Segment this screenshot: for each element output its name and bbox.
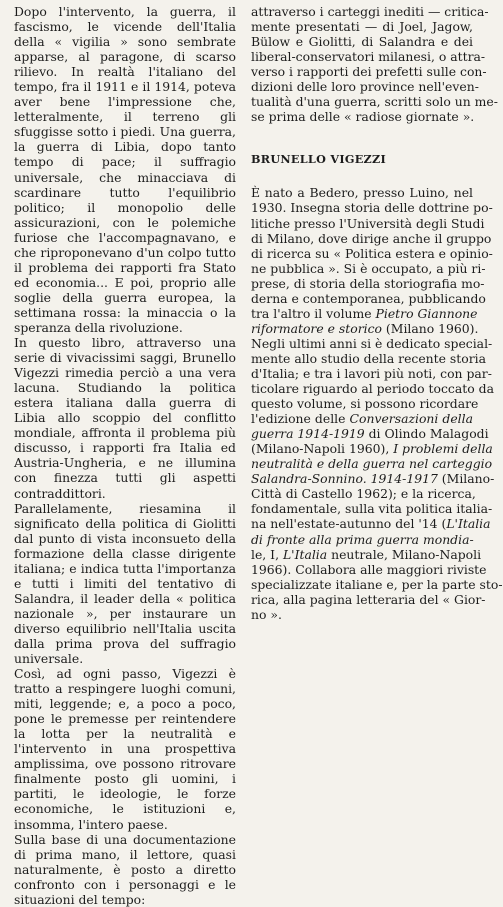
- text-line: attraverso i carteggi inediti — critica-: [251, 4, 489, 19]
- bio-line: ne pubblica ». Si è occupato, a più ri-: [251, 260, 486, 276]
- bio-line: litiche presso l'Università degli Studi: [251, 215, 485, 231]
- bio-line: neutralità e della guerra nel carteggio: [251, 456, 493, 472]
- bio-line: di ricerca su « Politica estera e opinio-: [251, 245, 493, 261]
- text-line: mente presentati — di Joel, Jagow,: [251, 19, 473, 35]
- text-line: liberal-conservatori milanesi, o attra-: [251, 49, 486, 65]
- text-line: se prima delle « radiose giornate ».: [251, 109, 475, 125]
- bio-line: 1966). Collabora alle maggiori riviste: [251, 561, 487, 577]
- bio-line: le, I, L'Italia neutrale, Milano-Napoli: [251, 546, 482, 562]
- text-line: verso i rapporti dei prefetti sulle con-: [251, 64, 487, 80]
- right-column: [251, 4, 503, 622]
- bio-line: no ».: [251, 606, 282, 622]
- perspective-paragraph: Così, ad ogni passo, Vigezzi è tratto a respingere luoghi comuni, miti, leggende; e, a poco a poco, pone le premesse per reintendere la lotta per la neutralità e l'intervento in una prospettiva amplissima, ove possono ritrovare finalmente posto gli uomini, i partiti, le ideologie, le forze economiche, le istituzioni e, insomma, l'intero paese.: [14, 666, 236, 832]
- bio-line: di Milano, dove dirige anche il gruppo: [251, 230, 492, 246]
- bio-line: rica, alla pagina letteraria del « Gior-: [251, 591, 486, 607]
- bio-line: tra l'altro il volume Pietro Giannone: [251, 305, 478, 321]
- bio-line: specializzate italiane e, per la parte sto-: [251, 576, 503, 592]
- bio-line: Salandra-Sonnino. 1914-1917 (Milano-: [251, 471, 495, 487]
- bio-line: (Milano-Napoli 1960), I problemi della: [251, 441, 493, 457]
- documentation-paragraph: Sulla base di una documentazione di prima mano, il lettore, quasi naturalmente, è posto a diretto confronto con i personaggi e le situazioni del tempo:: [14, 831, 236, 907]
- left-column: [14, 4, 236, 907]
- book-summary-paragraph: In questo libro, attraverso una serie di vivacissimi saggi, Brunello Vigezzi rimedia perciò a una vera lacuna. Studiando la politica estera italiana dalla guerra di Libia allo scoppio del conflitto mondiale, affronta il problema più discusso, i rapporti fra Italia ed Austria-Ungheria, e ne illumina con finezza tutti gli aspetti contraddittori.: [14, 335, 236, 501]
- intro-paragraph: Dopo l'intervento, la guerra, il fascismo, le vicende dell'Italia della « vigilia » sono sembrate apparse, al paragone, di scarso rilievo. In realtà l'italiano del tempo, fra il 1911 e il 1914, poteva aver bene l'impressione che, letteralmente, il terreno gli sfuggisse sotto i piedi. Una guerra, la guerra di Libia, dopo tanto tempo di pace; il suffragio universale, che minacciava di scardinare tutto l'equilibrio politico; il monopolio delle assicurazioni, con le polemiche furiose che l'accompagnavano, e che riproponevano d'un colpo tutto il problema dei rapporti fra Stato ed economia... E poi, proprio alle soglie della guerra europea, la settimana rossa: la minaccia o la speranza della rivoluzione.: [14, 4, 236, 335]
- continued-text: [251, 4, 498, 125]
- bio-line: na nell'estate-autunno del '14 (L'Italia: [251, 516, 491, 532]
- bio-line: questo volume, si possono ricordare: [251, 396, 479, 412]
- text-line: dizioni delle loro province nell'even-: [251, 79, 479, 95]
- bio-line: riformatore e storico (Milano 1960).: [251, 320, 479, 336]
- author-biography: [251, 185, 503, 622]
- author-heading: BRUNELLO VIGEZZI: [251, 152, 386, 167]
- bio-line: È nato a Bedero, presso Luino, nel: [251, 185, 473, 201]
- bio-line: Negli ultimi anni si è dedicato special-: [251, 335, 493, 351]
- bio-line: guerra 1914-1919 di Olindo Malagodi: [251, 426, 489, 442]
- bio-line: fondamentale, sulla vita politica italia-: [251, 501, 493, 517]
- bio-line: ticolare riguardo al periodo toccato da: [251, 381, 494, 397]
- bio-line: Città di Castello 1962); e la ricerca,: [251, 486, 476, 502]
- text-line: Bülow e Giolitti, di Salandra e dei: [251, 34, 473, 50]
- bio-line: d'Italia; e tra i lavori più noti, con par-: [251, 365, 492, 381]
- bio-line: di fronte alla prima guerra mondia-: [251, 531, 474, 547]
- giolitti-salandra-paragraph: Parallelamente, riesamina il significato della politica di Giolitti dal punto di vista inconsueto della formazione della classe dirigente italiana; e indica tutta l'importanza e tutti i limiti del tentativo di Salandra, il leader della « politica nazionale », per instaurare un diverso equilibrio nell'Italia uscita dalla prima prova del suffragio universale.: [14, 500, 236, 667]
- bio-line: derna e contemporanea, pubblicando: [251, 290, 486, 306]
- bio-line: 1930. Insegna storia delle dottrine po-: [251, 200, 493, 216]
- text-line: tualità d'una guerra, scritti solo un me-: [251, 94, 498, 110]
- bio-line: l'edizione delle Conversazioni della: [251, 411, 473, 427]
- bio-line: prese, di storia della storiografia mo-: [251, 275, 485, 291]
- bio-line: mente allo studio della recente storia: [251, 350, 486, 366]
